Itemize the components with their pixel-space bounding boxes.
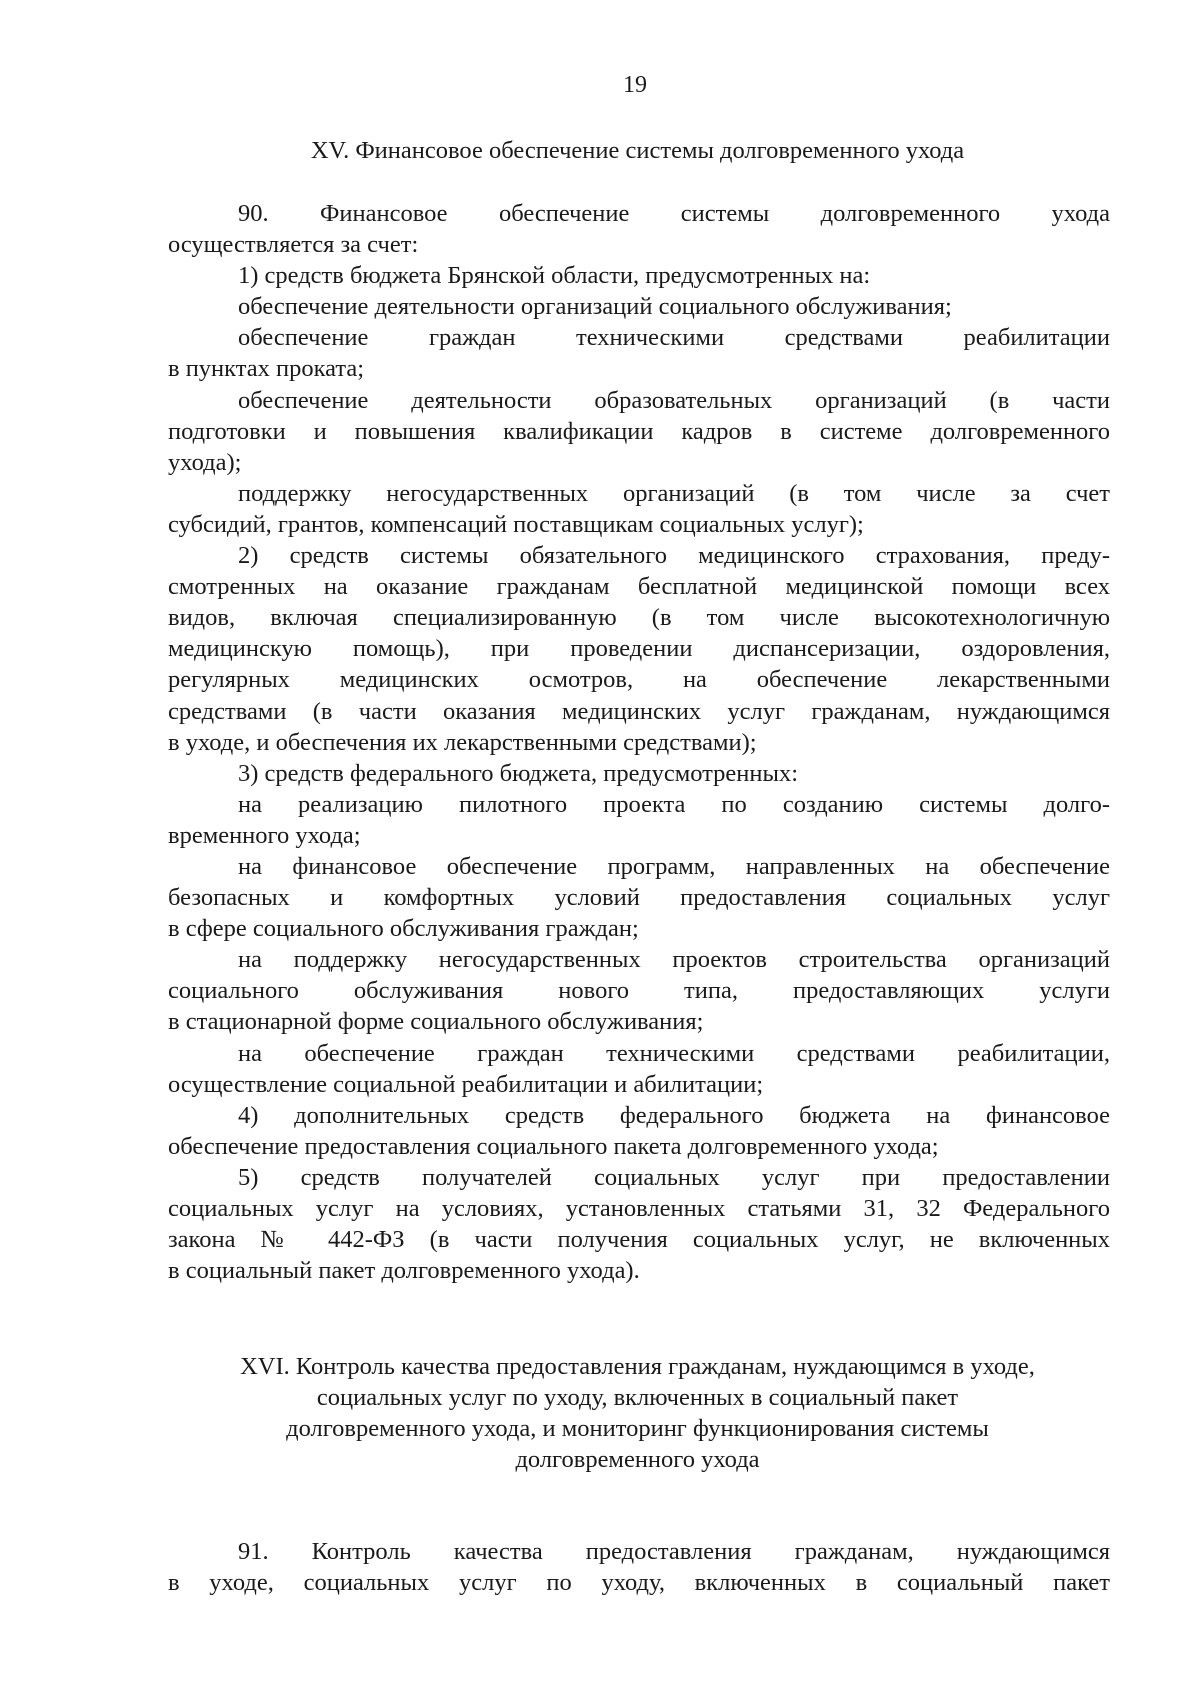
text-line: 5) средств получателей социальных услуг при предоставлении — [238, 1163, 1110, 1191]
text-line: видов, включая специализированную (в том числе высокотехнологичную — [168, 604, 1110, 632]
text-line: медицинскую помощь), при проведении диспансеризации, оздоровления, — [168, 635, 1110, 663]
text-line: 90. Финансовое обеспечение системы долговременного ухода — [238, 200, 1110, 227]
text-line: в социальный пакет долговременного ухода). — [168, 1257, 640, 1285]
text-line: подготовки и повышения квалификации кадров в системе долговременного — [168, 417, 1110, 445]
page-number: 19 — [623, 72, 647, 98]
text-line: социальных услуг на условиях, установленных статьями 31, 32 Федерального — [168, 1195, 1110, 1222]
text-line: на поддержку негосударственных проектов строительства организаций — [238, 946, 1110, 974]
text-line: социального обслуживания нового типа, предоставляющих услуги — [168, 977, 1110, 1005]
text-line: субсидий, грантов, компенсаций поставщикам социальных услуг); — [168, 510, 864, 538]
text-line: 91. Контроль качества предоставления гражданам, нуждающимся — [238, 1538, 1110, 1565]
title-line: XVI. Контроль качества предоставления гражданам, нуждающимся в уходе, — [240, 1353, 1035, 1380]
text-line: ухода); — [168, 448, 242, 476]
section-16-title — [165, 1351, 1110, 1475]
section-15-body — [168, 198, 1110, 1286]
section-16-body — [168, 1536, 1110, 1598]
section-15-title: XV. Финансовое обеспечение системы долговременного ухода — [310, 137, 965, 164]
text-line: в пунктах проката; — [168, 355, 365, 383]
text-line: в уходе, и обеспечения их лекарственными средствами); — [168, 728, 757, 756]
text-line: безопасных и комфортных условий предоставления социальных услуг — [168, 884, 1110, 912]
text-line: закона № 442-ФЗ (в части получения социальных услуг, не включенных — [168, 1226, 1110, 1254]
text-line: 1) средств бюджета Брянской области, предусмотренных на: — [238, 262, 871, 290]
text-line: обеспечение граждан техническими средствами реабилитации — [238, 324, 1110, 352]
text-line: поддержку негосударственных организаций (в том числе за счет — [238, 479, 1110, 507]
text-line: в уходе, социальных услуг по уходу, включенных в социальный пакет — [168, 1569, 1110, 1597]
text-line: на обеспечение граждан техническими средствами реабилитации, — [238, 1039, 1110, 1067]
title-line: социальных услуг по уходу, включенных в социальный пакет — [316, 1384, 959, 1411]
text-line: на реализацию пилотного проекта по созданию системы долго- — [238, 790, 1110, 818]
text-line: обеспечение предоставления социального пакета долговременного ухода; — [168, 1132, 939, 1160]
text-line: осуществляется за счет: — [168, 231, 419, 259]
text-line: обеспечение деятельности организаций социального обслуживания; — [238, 293, 952, 321]
title-line: долговременного ухода — [515, 1446, 760, 1473]
text-line: осуществление социальной реабилитации и абилитации; — [168, 1070, 764, 1098]
text-line: смотренных на оказание гражданам бесплатной медицинской помощи всех — [168, 573, 1110, 601]
text-line: временного ухода; — [168, 821, 361, 849]
text-line: в стационарной форме социального обслуживания; — [168, 1008, 704, 1036]
text-line: 3) средств федерального бюджета, предусмотренных: — [238, 759, 799, 787]
text-line: обеспечение деятельности образовательных организаций (в части — [238, 386, 1110, 414]
text-line: на финансовое обеспечение программ, направленных на обеспечение — [238, 852, 1110, 880]
text-line: в сфере социального обслуживания граждан; — [168, 915, 639, 943]
title-line: долговременного ухода, и мониторинг функционирования системы — [286, 1415, 989, 1442]
text-line: средствами (в части оказания медицинских услуг гражданам, нуждающимся — [168, 697, 1110, 725]
text-line: 2) средств системы обязательного медицинского страхования, преду- — [238, 542, 1110, 570]
text-line: 4) дополнительных средств федерального бюджета на финансовое — [238, 1101, 1110, 1129]
text-line: регулярных медицинских осмотров, на обеспечение лекарственными — [168, 666, 1110, 694]
